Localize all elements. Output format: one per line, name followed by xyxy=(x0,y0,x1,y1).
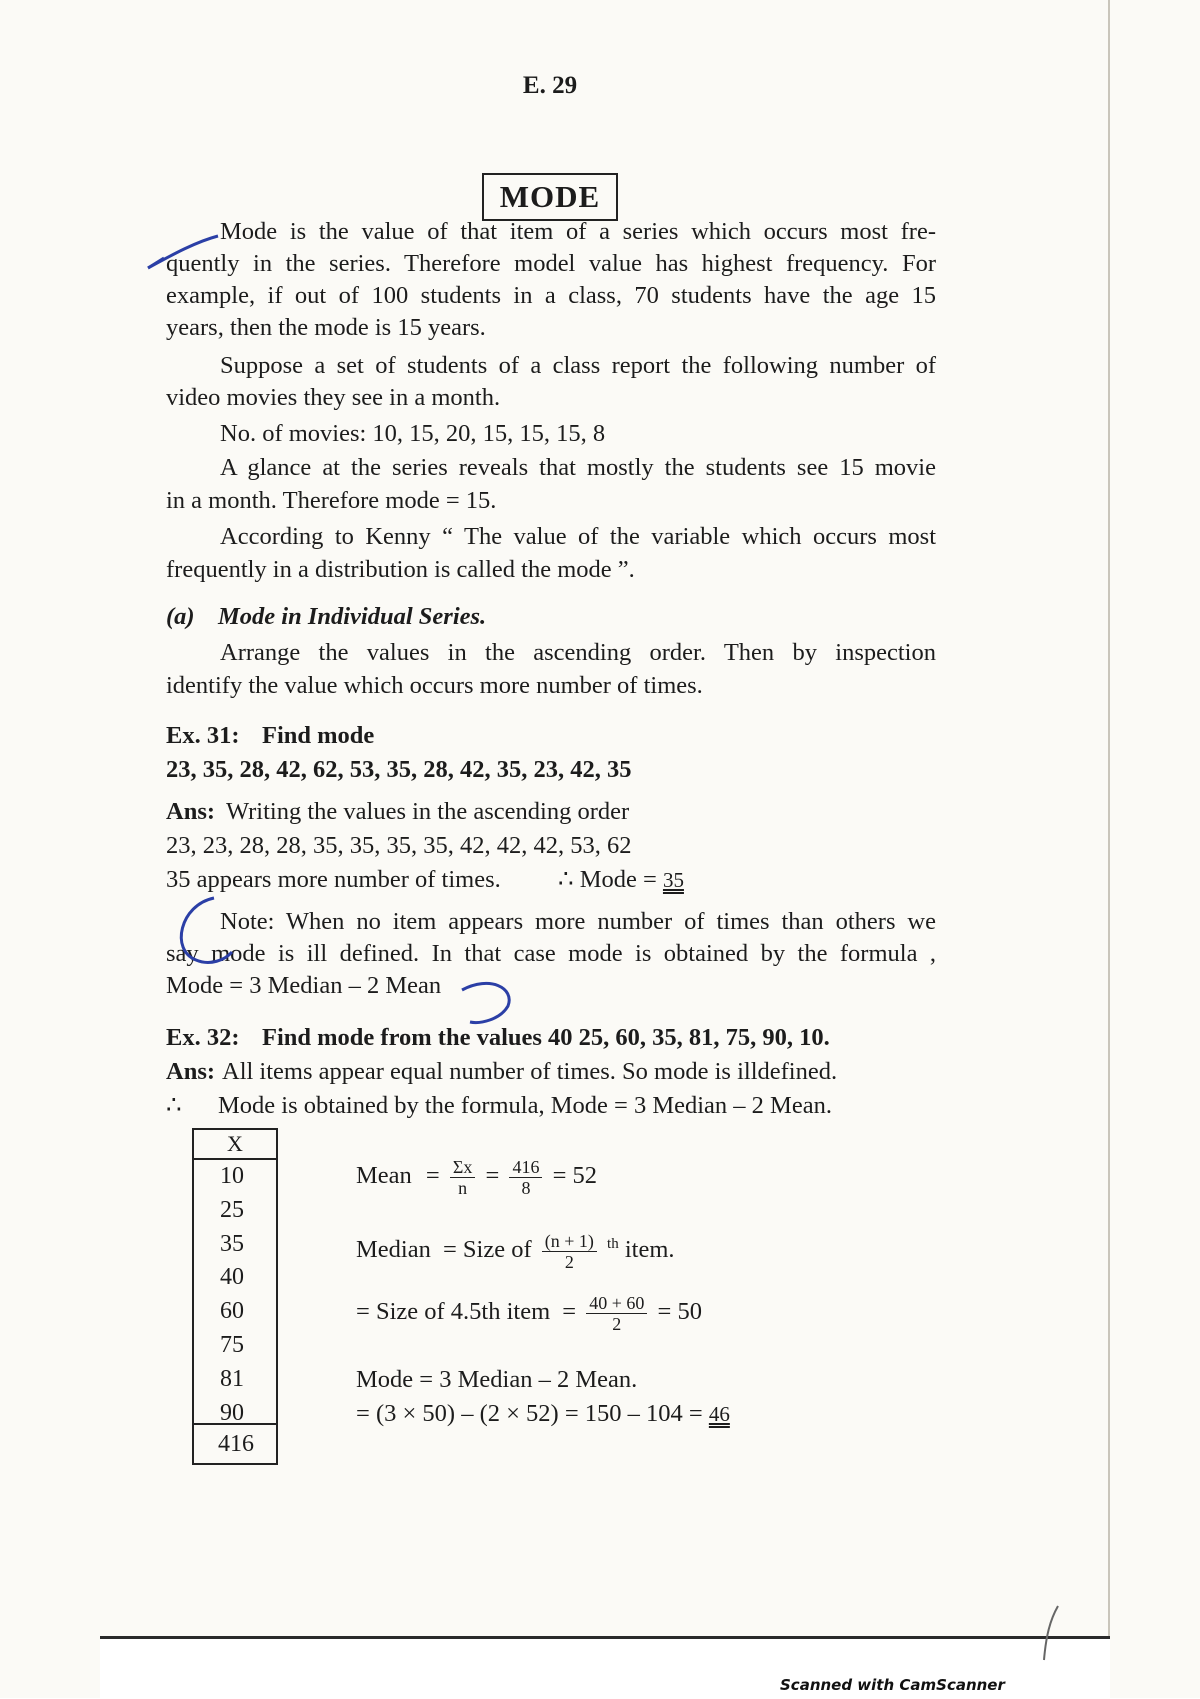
table-cell: 35 xyxy=(220,1230,244,1257)
kenny-line-1: According to Kenny “ The value of the variable which occurs most xyxy=(220,523,936,550)
intro-line-3: example, if out of 100 students in a class, 70 students have the age 15 xyxy=(166,282,936,309)
mode-formula: Mode = 3 Median – 2 Mean. xyxy=(356,1366,638,1393)
therefore-symbol: ∴ xyxy=(166,1092,182,1119)
note-line-3: Mode = 3 Median – 2 Mean xyxy=(166,972,442,999)
suppose-line-2: video movies they see in a month. xyxy=(166,384,501,411)
median2-result: = 50 xyxy=(657,1298,702,1325)
glance-line-1: A glance at the series reveals that mostly the students see 15 movie xyxy=(220,454,936,481)
note-line-1: Note: When no item appears more number of times than others we xyxy=(220,908,936,935)
ex31-conclusion: 35 appears more number of times. xyxy=(166,866,501,893)
section-a-line-1: Arrange the values in the ascending order. Then by inspection xyxy=(220,639,936,666)
mean-equals-2: = xyxy=(485,1162,500,1189)
ex32-ans-label: Ans: xyxy=(166,1058,216,1085)
median-suffix: item. xyxy=(624,1236,675,1264)
mean-equals-1: = xyxy=(425,1162,440,1189)
table-cell: 40 xyxy=(220,1264,244,1291)
section-a-heading: Mode in Individual Series. xyxy=(218,603,487,630)
table-header: X xyxy=(194,1130,276,1160)
suppose-line-1: Suppose a set of students of a class report the following number of xyxy=(220,352,936,379)
scanner-watermark: Scanned with CamScanner xyxy=(780,1676,1005,1694)
ex31-mode-prefix: ∴ Mode = xyxy=(558,866,663,893)
mean-frac2-num: 416 xyxy=(509,1157,542,1178)
ex32-prompt: Find mode from the values 40 25, 60, 35, 81, 75, 90, 10. xyxy=(262,1024,830,1051)
table-total: 416 xyxy=(194,1423,276,1463)
ex32-ans-text: All items appear equal number of times. So mode is illdefined. xyxy=(222,1058,838,1085)
page-title: MODE xyxy=(482,173,618,221)
intro-line-2: quently in the series. Therefore model value has highest frequency. For xyxy=(166,250,936,277)
mean-equation xyxy=(356,1156,597,1198)
ex31-label: Ex. 31: xyxy=(166,722,240,749)
mean-result: = 52 xyxy=(552,1162,598,1189)
page-number: E. 29 xyxy=(522,72,578,99)
mean-label: Mean xyxy=(356,1162,412,1189)
table-cell: 10 xyxy=(220,1163,244,1189)
mean-frac1-den: n xyxy=(458,1177,468,1198)
ex31-ans-text: Writing the values in the ascending order xyxy=(226,798,630,825)
table-cell: 25 xyxy=(220,1196,244,1223)
mean-fraction-2 xyxy=(509,1157,542,1198)
note-line-2: say mode is ill defined. In that case mode is obtained by the formula , xyxy=(166,940,936,967)
ex32-therefore-text: Mode is obtained by the formula, Mode = 3 Median – 2 Mean. xyxy=(218,1092,832,1119)
section-a-line-2: identify the value which occurs more number of times. xyxy=(166,672,703,699)
median-equation xyxy=(356,1224,675,1272)
ex31-ans-label: Ans: xyxy=(166,798,216,825)
ex31-mode-value: 35 xyxy=(662,868,684,892)
median-step-2 xyxy=(356,1292,702,1334)
median2-text: = Size of 4.5th item xyxy=(356,1298,551,1325)
mean-frac2-den: 8 xyxy=(521,1177,531,1198)
mode-result: 46 xyxy=(708,1402,730,1426)
check-mark-tail xyxy=(148,258,164,268)
median-label: Median xyxy=(356,1236,431,1264)
intro-line-1: Mode is the value of that item of a series which occurs most fre- xyxy=(220,218,936,245)
glance-line-2: in a month. Therefore mode = 15. xyxy=(166,487,497,514)
ex31-prompt: Find mode xyxy=(262,722,375,749)
ex31-values: 23, 35, 28, 42, 62, 53, 35, 28, 42, 35, 23, 42, 35 xyxy=(166,756,632,783)
page-edge-right xyxy=(1108,0,1110,1640)
median2-frac-num: 40 + 60 xyxy=(586,1293,647,1314)
table-cell: 81 xyxy=(220,1365,244,1392)
median-suffix-th: th xyxy=(607,1236,619,1252)
kenny-line-2: frequently in a distribution is called the mode ”. xyxy=(166,556,635,583)
mode-calculation xyxy=(356,1398,730,1430)
ex31-sorted: 23, 23, 28, 28, 35, 35, 35, 35, 42, 42, 42, 53, 62 xyxy=(166,832,632,859)
movies-list: No. of movies: 10, 15, 20, 15, 15, 15, 8 xyxy=(220,420,606,447)
table-cell: 60 xyxy=(220,1298,244,1325)
ex31-mode-line xyxy=(558,864,684,896)
median2-fraction xyxy=(586,1293,647,1334)
ex32-label: Ex. 32: xyxy=(166,1024,240,1051)
values-table xyxy=(192,1128,278,1465)
median2-frac-den: 2 xyxy=(612,1313,622,1334)
intro-line-4: years, then the mode is 15 years. xyxy=(166,314,486,341)
mean-fraction-1 xyxy=(450,1157,475,1198)
mean-frac1-num: Σx xyxy=(450,1157,475,1178)
note-bracket-right xyxy=(462,983,509,1022)
median-fraction xyxy=(542,1231,597,1272)
median-frac-den: 2 xyxy=(564,1252,574,1273)
table-cell: 75 xyxy=(220,1331,244,1358)
table-cell: 90 xyxy=(220,1399,244,1426)
median2-equals: = xyxy=(562,1298,577,1325)
median-text: = Size of xyxy=(442,1236,532,1264)
section-a-label: (a) xyxy=(166,603,195,630)
mode-calc-prefix: = (3 × 50) – (2 × 52) = 150 – 104 = xyxy=(356,1400,709,1427)
median-frac-num: (n + 1) xyxy=(542,1231,597,1252)
